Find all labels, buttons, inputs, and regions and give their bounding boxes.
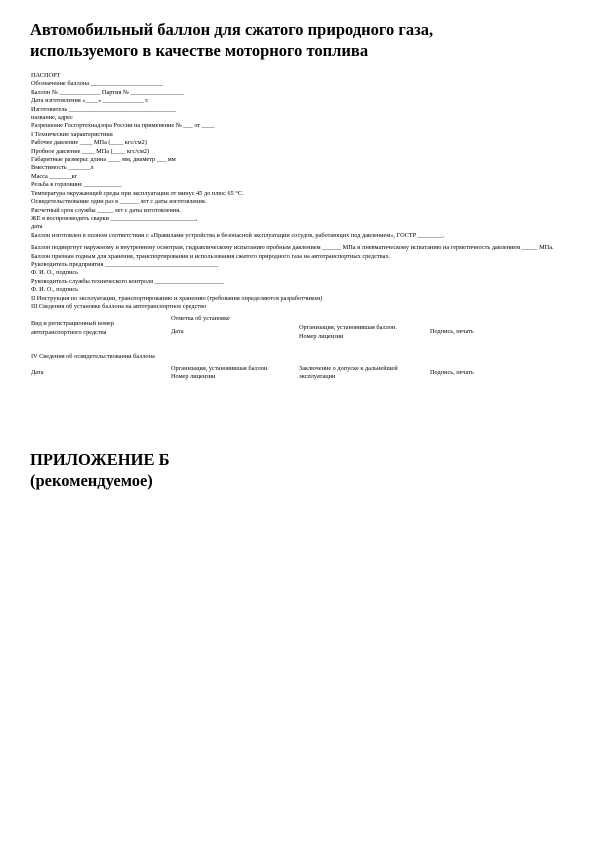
passport-line: Масса _______кг <box>31 172 78 180</box>
passport-line: Руководитель предприятия ____________________________________ <box>31 260 219 268</box>
passport-heading: ПАСПОРТ <box>31 72 61 79</box>
installation-table-header: Дата <box>171 328 184 336</box>
title-line-1: Автомобильный баллон для сжатого природного газа, <box>30 20 434 39</box>
installation-table-header: Вид и регистрационный номер автотранспортного средства <box>31 320 114 336</box>
passport-line: Габаритные размеры: длина ____ мм, диаметр ___ мм <box>31 156 176 164</box>
installation-table-caption: Отметка об установке <box>171 315 230 323</box>
inspection-table-header: Подпись, печать <box>430 368 474 376</box>
appendix-heading <box>30 449 330 491</box>
passport-block <box>31 72 566 385</box>
passport-line: Дата изготовления «____» _____________ г. <box>31 97 149 105</box>
passport-line: Разрешение Госгортехнадзора России на применение № ___ от ____ <box>31 122 215 130</box>
passport-paragraph: Баллон изготовлен в полном соответствии с «Правилами устройства и безопасной эксплуатации сосудов, работающих под давлением», ГОСТР ________. <box>31 231 445 239</box>
passport-line: II Инструкция по эксплуатации, транспортированию и хранению (требования определяются разработчиком) <box>31 294 323 302</box>
installation-table <box>31 315 566 345</box>
passport-line: Баллон № _____________ Партия № _________________ <box>31 88 185 96</box>
title-line-2: используемого в качестве моторного топлива <box>30 41 369 60</box>
passport-line: Резьба в горловине ____________ <box>31 181 122 189</box>
passport-paragraph: Баллон подвергнут наружному и внутреннему осмотрам, гидравлическому испытанию пробным давлением ______ МПа и пневматическому испытанию на герметичность давлением _____ МПа. Баллон признан годным для хранения, транспортирования и использования сжатого природного газа на автотранспортных средствах. <box>31 244 554 260</box>
passport-line: название, адрес <box>31 114 73 122</box>
section-4-heading: IV Сведения об освидетельствовании баллона <box>31 353 155 361</box>
passport-line: Освидетельствование один раз в ______ лет с даты изготовления. <box>31 198 207 206</box>
passport-line: III Сведения об установке баллона на автотранспортное средство <box>31 302 207 310</box>
passport-line: I Технические характеристики <box>31 130 113 138</box>
passport-line: дата <box>31 223 43 231</box>
installation-table-header: Подпись, печать <box>430 328 474 336</box>
passport-line: Расчетный срок службы _____ лет с даты изготовления. <box>31 206 181 214</box>
passport-line: Обозначение баллона _______________________ <box>31 80 164 88</box>
passport-line: Изготовитель __________________________________ <box>31 105 176 113</box>
passport-line: Рабочее давление ____ МПа (____ кгс/см2) <box>31 139 147 147</box>
passport-line: Вместимость _______л <box>31 164 94 172</box>
inspection-table <box>31 365 566 385</box>
inspection-table-header: Заключение о допуске к дальнейшей эксплуатации <box>299 364 398 381</box>
passport-line: Ф. И. О., подпись <box>31 269 79 277</box>
appendix-subtitle: (рекомендуемое) <box>30 471 153 490</box>
inspection-table-header: Дата <box>31 368 44 376</box>
passport-line: Пробное давление ____ МПа (____ кгс/см2) <box>31 147 150 155</box>
appendix-title: ПРИЛОЖЕНИЕ Б <box>30 450 170 469</box>
inspection-table-header: Организация, установившая баллон. Номер лицензии <box>171 364 269 381</box>
document-title <box>30 19 570 61</box>
passport-line: Ф. И. О., подпись <box>31 286 79 294</box>
passport-line: Температура окружающей среды при эксплуатации от минус 45 до плюс 65 °С. <box>31 189 244 197</box>
passport-line: Руководитель службы технического контроля ______________________ <box>31 277 224 285</box>
passport-line: ЖЕ в воспроизводить сварки ___________________________, <box>31 214 198 222</box>
installation-table-header: Организация, установившая баллон. Номер лицензии <box>299 324 397 340</box>
